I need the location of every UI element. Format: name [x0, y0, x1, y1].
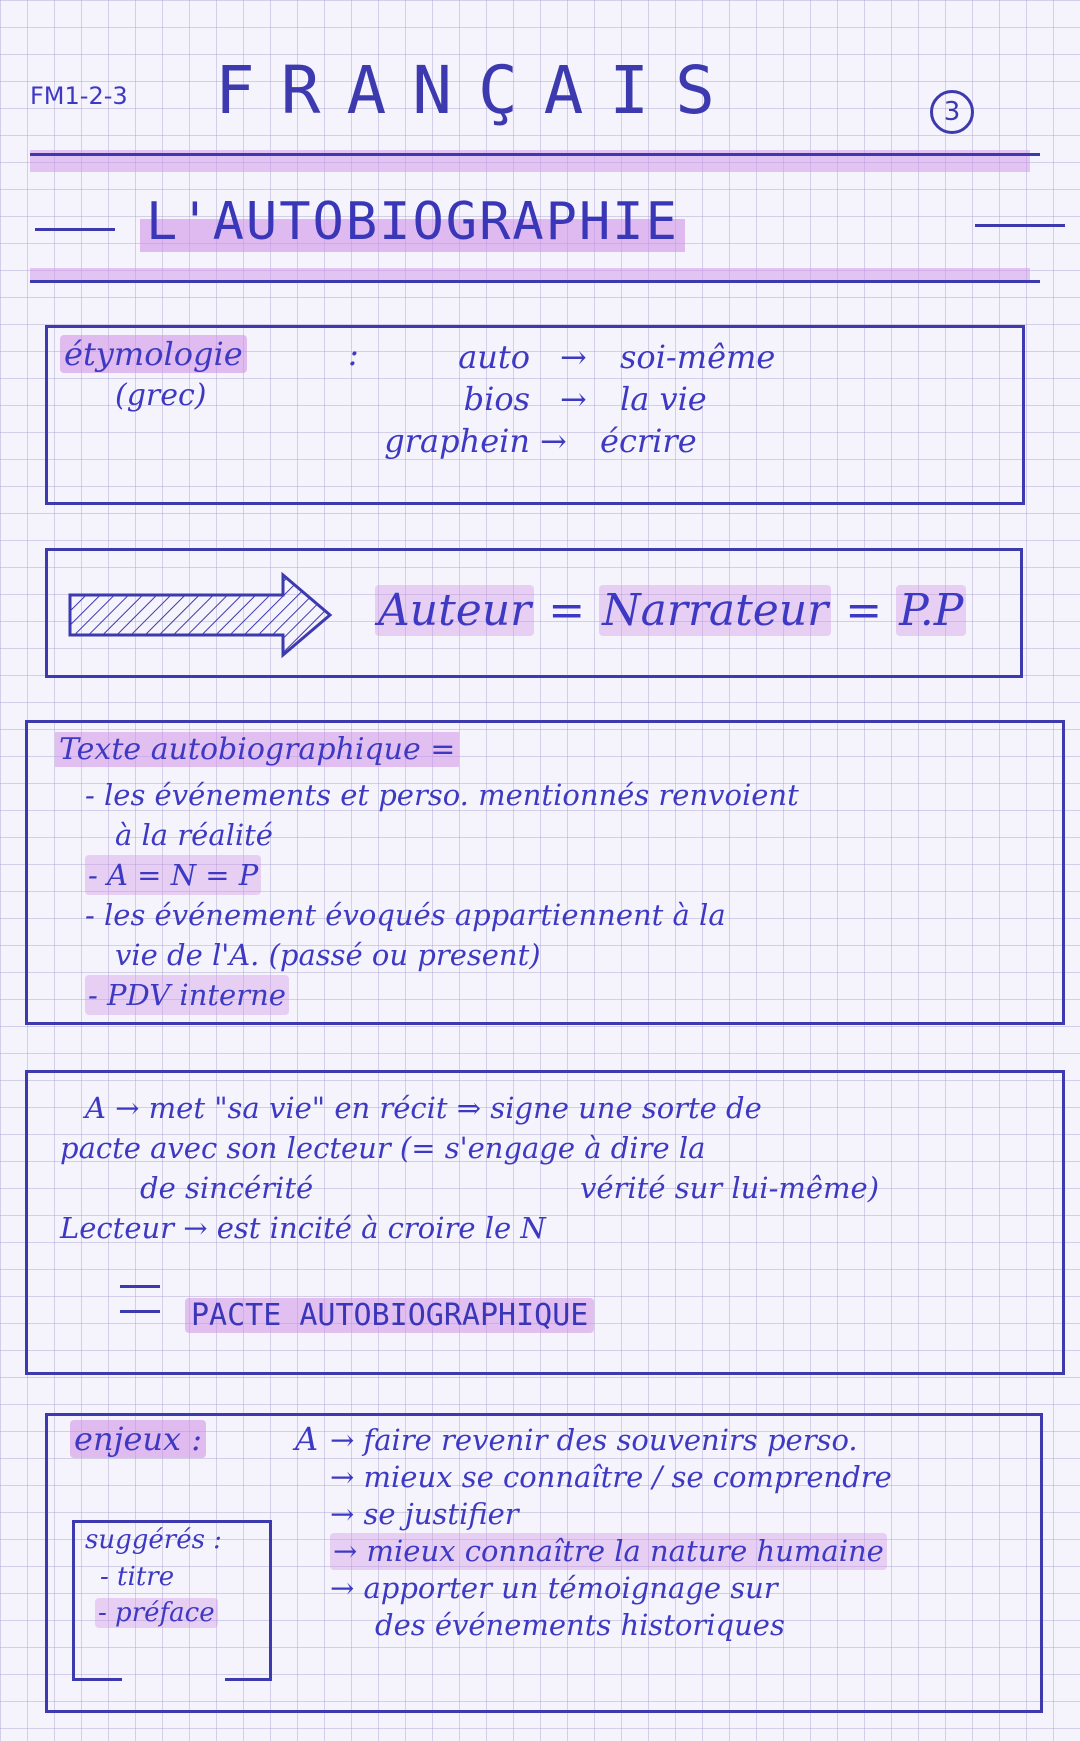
- equals-sign-bottom: [120, 1310, 160, 1313]
- pacte-line-1: A → met "sa vie" en récit ⇒ signe une sorte de: [85, 1091, 762, 1125]
- hatched-arrow-icon: [68, 570, 333, 660]
- pacte-label: PACTE AUTOBIOGRAPHIQUE: [185, 1298, 594, 1333]
- title-underline: [30, 280, 1040, 283]
- enjeux-item: → mieux connaître la nature humaine: [330, 1533, 887, 1570]
- etymology-meaning: la vie: [620, 380, 707, 418]
- equation-pp: P.P: [896, 585, 966, 636]
- page-title: L'AUTOBIOGRAPHIE: [140, 192, 685, 252]
- etymology-row-2: [340, 420, 880, 462]
- equation-narrateur: Narrateur: [599, 585, 831, 636]
- etymology-row-0: [380, 336, 880, 378]
- suggeres-item-titre: - titre: [100, 1562, 175, 1592]
- equation: [375, 585, 966, 636]
- chapter-number: 3: [943, 97, 961, 127]
- texte-point: - les événement évoqués appartiennent à la: [85, 898, 726, 932]
- suggeres-bracket-bottom-left: [72, 1678, 122, 1681]
- suggeres-bracket-bottom-right: [225, 1678, 272, 1681]
- chapter-number-circle: [930, 90, 974, 134]
- etymology-colon: :: [348, 335, 359, 373]
- texte-point: - PDV interne: [85, 975, 289, 1015]
- texte-point: - A = N = P: [85, 855, 261, 895]
- texte-point: vie de l'A. (passé ou present): [115, 938, 541, 972]
- etymology-row-1: [380, 378, 880, 420]
- etymology-row: [380, 336, 880, 462]
- equation-auteur: Auteur: [375, 585, 534, 636]
- enjeux-subject: A: [295, 1420, 319, 1458]
- arrow-icon: →: [540, 422, 567, 460]
- pacte-line-4: Lecteur → est incité à croire le N: [60, 1211, 546, 1245]
- enjeux-items: [330, 1422, 892, 1644]
- enjeux-item: → se justifier: [330, 1497, 519, 1531]
- arrow-icon: →: [560, 338, 587, 376]
- texte-title: Texte autobiographique =: [55, 732, 459, 767]
- pacte-line-3: [60, 1168, 1050, 1208]
- suggeres-label: suggérés :: [85, 1525, 222, 1555]
- texte-points: [85, 775, 799, 1015]
- enjeux-item: → apporter un témoignage sur: [330, 1571, 778, 1605]
- suggeres-item-preface: - préface: [95, 1598, 218, 1628]
- enjeux-item: → faire revenir des souvenirs perso.: [330, 1423, 858, 1457]
- enjeux-item: des événements historiques: [375, 1608, 785, 1642]
- subject-title: FRANÇAIS: [215, 52, 741, 129]
- pacte-line-3b: vérité sur lui-même): [580, 1171, 880, 1205]
- title-dash-right: [975, 224, 1065, 227]
- pacte-line-3a: de sincérité: [140, 1171, 314, 1205]
- equals-sign-top: [120, 1285, 160, 1288]
- texte-point: à la réalité: [115, 818, 273, 852]
- arrow-icon: →: [560, 380, 587, 418]
- course-code: FM1-2-3: [30, 82, 128, 110]
- etymology-word: bios: [463, 380, 530, 418]
- etymology-label: étymologie: [60, 335, 247, 373]
- etymology-word: auto: [458, 338, 530, 376]
- equation-equals-2: =: [845, 585, 883, 636]
- pacte-line-2: pacte avec son lecteur (= s'engage à dire la: [60, 1131, 706, 1165]
- etymology-meaning: écrire: [600, 422, 697, 460]
- etymology-meaning: soi-même: [620, 338, 776, 376]
- header-underline: [30, 153, 1040, 156]
- title-dash-left: [35, 228, 115, 231]
- etymology-sublabel: (grec): [115, 378, 207, 413]
- texte-point: - les événements et perso. mentionnés renvoient: [85, 778, 799, 812]
- etymology-word: graphein: [384, 422, 530, 460]
- equation-equals-1: =: [548, 585, 586, 636]
- enjeux-label: enjeux :: [70, 1420, 206, 1458]
- enjeux-item: → mieux se connaître / se comprendre: [330, 1460, 892, 1494]
- pacte-text: [60, 1088, 1050, 1248]
